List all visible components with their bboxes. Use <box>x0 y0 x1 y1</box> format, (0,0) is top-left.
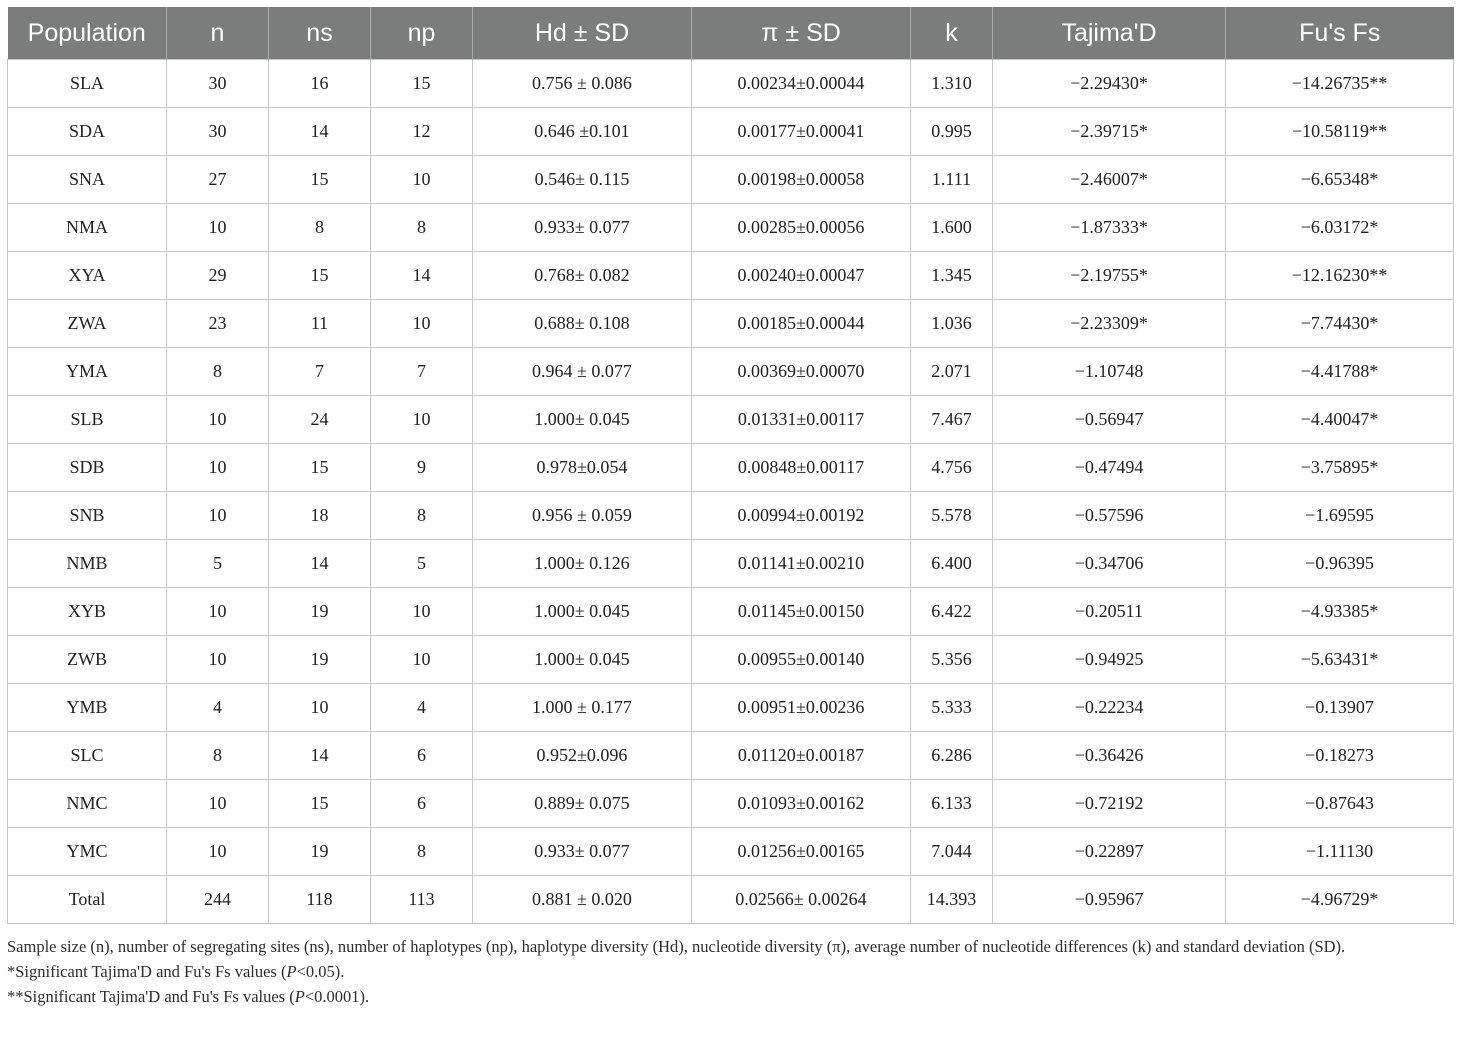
cell-ns: 24 <box>269 396 371 444</box>
cell-pi-sd: 0.00240±0.00047 <box>692 252 911 300</box>
cell-ns: 19 <box>269 636 371 684</box>
table-header <box>8 7 1454 60</box>
cell-fu-fs: −4.96729* <box>1226 876 1454 924</box>
cell-n: 10 <box>167 828 269 876</box>
header-row <box>8 7 1454 60</box>
cell-np: 14 <box>371 252 473 300</box>
table-row <box>8 828 1454 876</box>
cell-tajima-d: −2.23309* <box>993 300 1226 348</box>
cell-pi-sd: 0.00994±0.00192 <box>692 492 911 540</box>
cell-hd-sd: 0.956 ± 0.059 <box>473 492 692 540</box>
cell-np: 6 <box>371 732 473 780</box>
cell-fu-fs: −4.40047* <box>1226 396 1454 444</box>
cell-population: NMA <box>8 204 167 252</box>
cell-n: 30 <box>167 60 269 108</box>
table-row <box>8 540 1454 588</box>
cell-hd-sd: 1.000± 0.045 <box>473 588 692 636</box>
cell-population: YMA <box>8 348 167 396</box>
cell-ns: 10 <box>269 684 371 732</box>
cell-np: 5 <box>371 540 473 588</box>
cell-np: 10 <box>371 156 473 204</box>
cell-pi-sd: 0.01256±0.00165 <box>692 828 911 876</box>
cell-pi-sd: 0.00848±0.00117 <box>692 444 911 492</box>
table-row <box>8 60 1454 108</box>
column-header-ns: ns <box>269 7 371 60</box>
cell-pi-sd: 0.00234±0.00044 <box>692 60 911 108</box>
cell-k: 1.036 <box>911 300 993 348</box>
table-row <box>8 204 1454 252</box>
cell-ns: 14 <box>269 540 371 588</box>
cell-population: SLA <box>8 60 167 108</box>
cell-n: 10 <box>167 396 269 444</box>
cell-n: 8 <box>167 732 269 780</box>
cell-tajima-d: −0.22234 <box>993 684 1226 732</box>
column-header-k: k <box>911 7 993 60</box>
cell-fu-fs: −0.87643 <box>1226 780 1454 828</box>
abbreviations-note: Sample size (n), number of segregating sites (ns), number of haplotypes (np), haplotype diversity (Hd), nucleotide diversity (π), average number of nucleotide differences (k) and standard deviation (SD). <box>7 937 1346 956</box>
cell-population: SDB <box>8 444 167 492</box>
cell-hd-sd: 0.964 ± 0.077 <box>473 348 692 396</box>
cell-tajima-d: −2.39715* <box>993 108 1226 156</box>
cell-hd-sd: 0.546± 0.115 <box>473 156 692 204</box>
cell-population: SNB <box>8 492 167 540</box>
table-row <box>8 156 1454 204</box>
cell-pi-sd: 0.01120±0.00187 <box>692 732 911 780</box>
cell-k: 7.467 <box>911 396 993 444</box>
column-header-fu-fs: Fu's Fs <box>1226 7 1454 60</box>
cell-pi-sd: 0.00285±0.00056 <box>692 204 911 252</box>
cell-fu-fs: −12.16230** <box>1226 252 1454 300</box>
cell-population: ZWA <box>8 300 167 348</box>
cell-ns: 14 <box>269 108 371 156</box>
cell-population: Total <box>8 876 167 924</box>
cell-fu-fs: −10.58119** <box>1226 108 1454 156</box>
cell-ns: 8 <box>269 204 371 252</box>
cell-pi-sd: 0.01141±0.00210 <box>692 540 911 588</box>
cell-tajima-d: −2.19755* <box>993 252 1226 300</box>
cell-fu-fs: −5.63431* <box>1226 636 1454 684</box>
cell-population: NMC <box>8 780 167 828</box>
cell-hd-sd: 0.881 ± 0.020 <box>473 876 692 924</box>
cell-n: 27 <box>167 156 269 204</box>
cell-np: 10 <box>371 300 473 348</box>
cell-ns: 15 <box>269 444 371 492</box>
cell-population: XYB <box>8 588 167 636</box>
cell-population: XYA <box>8 252 167 300</box>
table-row <box>8 588 1454 636</box>
cell-population: YMB <box>8 684 167 732</box>
column-header-population: Population <box>8 7 167 60</box>
cell-k: 5.578 <box>911 492 993 540</box>
cell-fu-fs: −14.26735** <box>1226 60 1454 108</box>
cell-pi-sd: 0.01093±0.00162 <box>692 780 911 828</box>
cell-hd-sd: 1.000± 0.045 <box>473 636 692 684</box>
cell-n: 30 <box>167 108 269 156</box>
table-row <box>8 300 1454 348</box>
cell-hd-sd: 0.952±0.096 <box>473 732 692 780</box>
cell-np: 10 <box>371 588 473 636</box>
cell-ns: 15 <box>269 252 371 300</box>
column-header-hd-sd: Hd ± SD <box>473 7 692 60</box>
cell-population: SDA <box>8 108 167 156</box>
cell-n: 5 <box>167 540 269 588</box>
cell-k: 1.310 <box>911 60 993 108</box>
cell-tajima-d: −0.22897 <box>993 828 1226 876</box>
cell-ns: 18 <box>269 492 371 540</box>
cell-n: 10 <box>167 780 269 828</box>
cell-np: 9 <box>371 444 473 492</box>
cell-n: 10 <box>167 492 269 540</box>
cell-fu-fs: −6.65348* <box>1226 156 1454 204</box>
cell-fu-fs: −0.13907 <box>1226 684 1454 732</box>
cell-np: 7 <box>371 348 473 396</box>
cell-ns: 14 <box>269 732 371 780</box>
cell-population: ZWB <box>8 636 167 684</box>
cell-np: 6 <box>371 780 473 828</box>
cell-hd-sd: 0.889± 0.075 <box>473 780 692 828</box>
cell-n: 244 <box>167 876 269 924</box>
cell-np: 113 <box>371 876 473 924</box>
significance-note-p00001 <box>7 984 1457 1009</box>
significance-note-p005 <box>7 959 1457 984</box>
cell-pi-sd: 0.01331±0.00117 <box>692 396 911 444</box>
cell-n: 10 <box>167 636 269 684</box>
cell-ns: 16 <box>269 60 371 108</box>
column-header-tajima-d: Tajima'D <box>993 7 1226 60</box>
cell-ns: 11 <box>269 300 371 348</box>
cell-ns: 15 <box>269 780 371 828</box>
cell-fu-fs: −1.11130 <box>1226 828 1454 876</box>
cell-pi-sd: 0.00198±0.00058 <box>692 156 911 204</box>
note-text: <0.0001). <box>304 987 370 1006</box>
cell-n: 10 <box>167 588 269 636</box>
table-row <box>8 684 1454 732</box>
cell-tajima-d: −0.57596 <box>993 492 1226 540</box>
cell-np: 10 <box>371 396 473 444</box>
cell-k: 14.393 <box>911 876 993 924</box>
table-row <box>8 252 1454 300</box>
cell-hd-sd: 0.978±0.054 <box>473 444 692 492</box>
cell-tajima-d: −1.10748 <box>993 348 1226 396</box>
cell-fu-fs: −3.75895* <box>1226 444 1454 492</box>
cell-hd-sd: 0.646 ±0.101 <box>473 108 692 156</box>
cell-hd-sd: 1.000± 0.045 <box>473 396 692 444</box>
cell-pi-sd: 0.01145±0.00150 <box>692 588 911 636</box>
cell-pi-sd: 0.00185±0.00044 <box>692 300 911 348</box>
cell-k: 6.133 <box>911 780 993 828</box>
cell-pi-sd: 0.00177±0.00041 <box>692 108 911 156</box>
cell-ns: 19 <box>269 828 371 876</box>
cell-population: SLC <box>8 732 167 780</box>
cell-hd-sd: 0.768± 0.082 <box>473 252 692 300</box>
cell-k: 1.600 <box>911 204 993 252</box>
cell-hd-sd: 1.000 ± 0.177 <box>473 684 692 732</box>
cell-n: 23 <box>167 300 269 348</box>
cell-population: SNA <box>8 156 167 204</box>
cell-tajima-d: −0.47494 <box>993 444 1226 492</box>
cell-hd-sd: 0.756 ± 0.086 <box>473 60 692 108</box>
cell-k: 6.286 <box>911 732 993 780</box>
cell-k: 6.400 <box>911 540 993 588</box>
cell-k: 1.111 <box>911 156 993 204</box>
cell-hd-sd: 0.933± 0.077 <box>473 204 692 252</box>
table-row <box>8 444 1454 492</box>
note-text: *Significant Tajima'D and Fu's Fs values ( <box>7 962 287 981</box>
cell-ns: 118 <box>269 876 371 924</box>
table-row <box>8 732 1454 780</box>
cell-fu-fs: −0.96395 <box>1226 540 1454 588</box>
cell-tajima-d: −2.46007* <box>993 156 1226 204</box>
table-row <box>8 636 1454 684</box>
cell-k: 6.422 <box>911 588 993 636</box>
data-table-container <box>7 7 1453 924</box>
cell-np: 8 <box>371 204 473 252</box>
cell-pi-sd: 0.00369±0.00070 <box>692 348 911 396</box>
cell-fu-fs: −7.74430* <box>1226 300 1454 348</box>
cell-tajima-d: −2.29430* <box>993 60 1226 108</box>
cell-fu-fs: −4.93385* <box>1226 588 1454 636</box>
cell-tajima-d: −0.36426 <box>993 732 1226 780</box>
cell-pi-sd: 0.02566± 0.00264 <box>692 876 911 924</box>
cell-n: 4 <box>167 684 269 732</box>
cell-fu-fs: −0.18273 <box>1226 732 1454 780</box>
cell-fu-fs: −6.03172* <box>1226 204 1454 252</box>
cell-np: 12 <box>371 108 473 156</box>
cell-k: 1.345 <box>911 252 993 300</box>
cell-k: 4.756 <box>911 444 993 492</box>
table-row <box>8 396 1454 444</box>
table-footnotes <box>7 934 1457 1009</box>
cell-tajima-d: −1.87333* <box>993 204 1226 252</box>
cell-n: 10 <box>167 204 269 252</box>
cell-population: NMB <box>8 540 167 588</box>
cell-k: 5.333 <box>911 684 993 732</box>
population-diversity-table <box>7 7 1454 924</box>
p-symbol: P <box>286 962 297 981</box>
cell-fu-fs: −1.69595 <box>1226 492 1454 540</box>
cell-population: SLB <box>8 396 167 444</box>
cell-tajima-d: −0.34706 <box>993 540 1226 588</box>
table-row <box>8 876 1454 924</box>
note-text: <0.05). <box>296 962 345 981</box>
cell-tajima-d: −0.95967 <box>993 876 1226 924</box>
cell-tajima-d: −0.94925 <box>993 636 1226 684</box>
cell-hd-sd: 1.000± 0.126 <box>473 540 692 588</box>
cell-n: 29 <box>167 252 269 300</box>
cell-fu-fs: −4.41788* <box>1226 348 1454 396</box>
table-row <box>8 492 1454 540</box>
cell-tajima-d: −0.72192 <box>993 780 1226 828</box>
column-header-pi-sd: π ± SD <box>692 7 911 60</box>
cell-np: 4 <box>371 684 473 732</box>
cell-np: 8 <box>371 492 473 540</box>
cell-population: YMC <box>8 828 167 876</box>
cell-k: 0.995 <box>911 108 993 156</box>
table-row <box>8 348 1454 396</box>
cell-pi-sd: 0.00951±0.00236 <box>692 684 911 732</box>
cell-tajima-d: −0.20511 <box>993 588 1226 636</box>
cell-k: 2.071 <box>911 348 993 396</box>
cell-ns: 19 <box>269 588 371 636</box>
cell-pi-sd: 0.00955±0.00140 <box>692 636 911 684</box>
cell-ns: 15 <box>269 156 371 204</box>
column-header-n: n <box>167 7 269 60</box>
table-body <box>8 60 1454 924</box>
column-header-np: np <box>371 7 473 60</box>
cell-tajima-d: −0.56947 <box>993 396 1226 444</box>
cell-k: 7.044 <box>911 828 993 876</box>
note-text: **Significant Tajima'D and Fu's Fs values ( <box>7 987 295 1006</box>
cell-ns: 7 <box>269 348 371 396</box>
table-row <box>8 780 1454 828</box>
cell-hd-sd: 0.933± 0.077 <box>473 828 692 876</box>
cell-np: 10 <box>371 636 473 684</box>
cell-np: 15 <box>371 60 473 108</box>
cell-n: 8 <box>167 348 269 396</box>
cell-np: 8 <box>371 828 473 876</box>
table-row <box>8 108 1454 156</box>
cell-k: 5.356 <box>911 636 993 684</box>
p-symbol: P <box>294 987 305 1006</box>
cell-hd-sd: 0.688± 0.108 <box>473 300 692 348</box>
cell-n: 10 <box>167 444 269 492</box>
